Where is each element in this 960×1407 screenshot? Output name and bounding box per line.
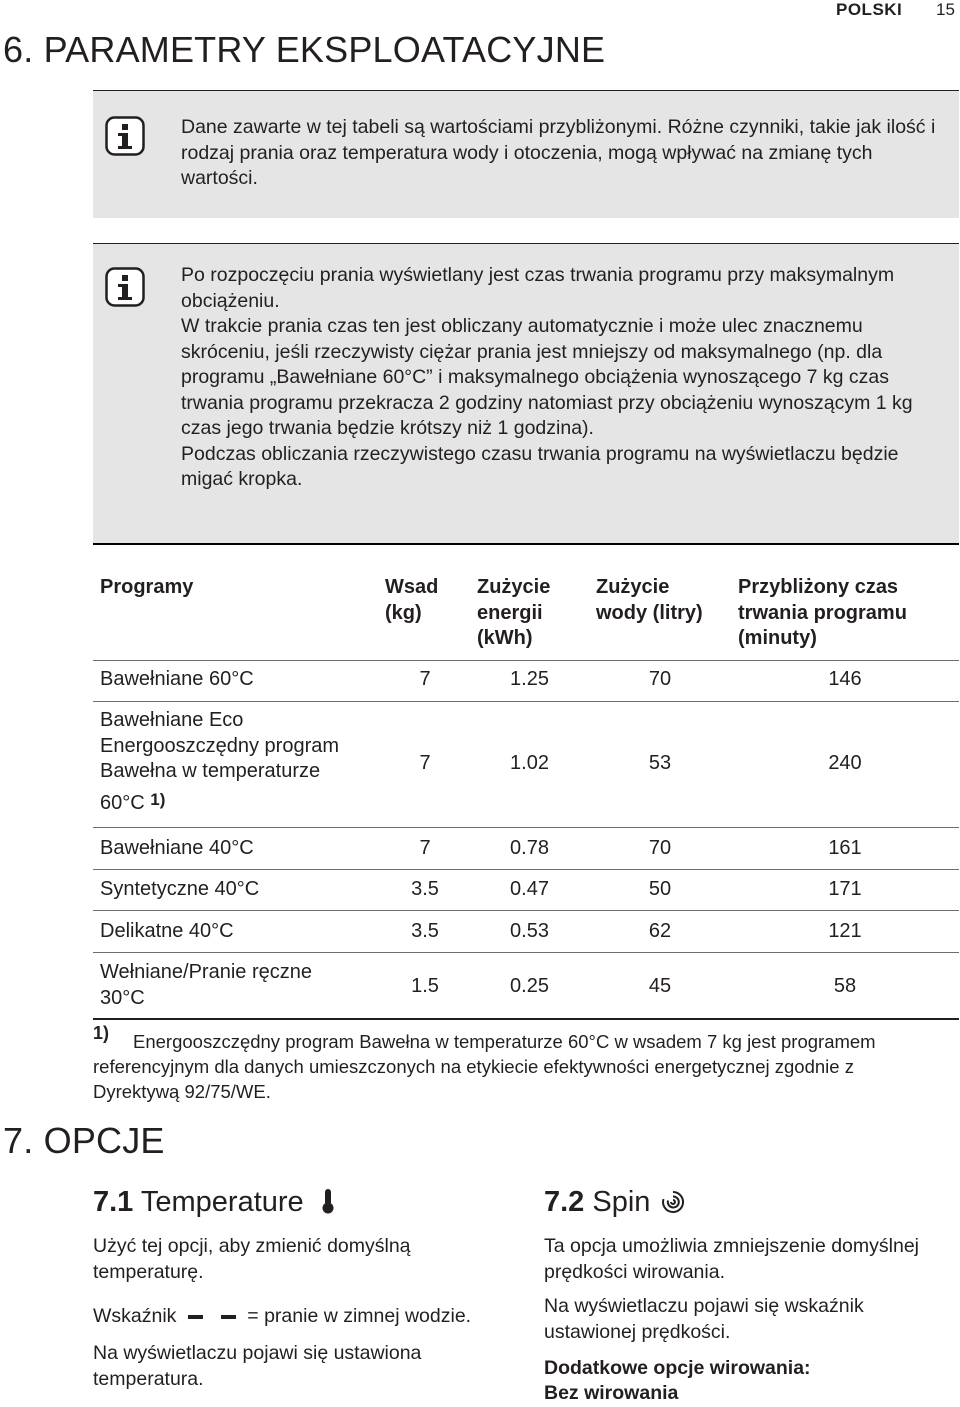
cell-energy: 0.78: [510, 837, 549, 859]
section-6-title: 6. PARAMETRY EKSPLOATACYJNE: [3, 29, 606, 70]
spin-name: Spin: [592, 1186, 651, 1218]
cell-program: Delikatne 40°C: [100, 920, 234, 942]
cell-load: 1.5: [411, 975, 439, 997]
header-water: Zużycie wody (litry): [596, 576, 703, 624]
cell-energy: 0.47: [510, 878, 549, 900]
footnote-mark: 1): [150, 790, 166, 809]
cell-program-line: Energooszczędny program: [100, 735, 340, 757]
spin-no-spin: Bez wirowania: [544, 1382, 679, 1404]
thermometer-icon: [321, 1188, 335, 1214]
info-icon: [105, 116, 145, 156]
note-2-paragraph-1: Po rozpoczęciu prania wyświetlany jest czas trwania programu przy maksymalnym obciążeniu.: [181, 264, 895, 312]
info-note-1: [93, 90, 959, 218]
header-language: POLSKI: [836, 0, 903, 19]
indicator-prefix: Wskaźnik: [93, 1305, 177, 1327]
cell-load: 3.5: [411, 878, 439, 900]
note-1-text: Dane zawarte w tej tabeli są wartościami przybliżonymi. Różne czynniki, takie jak ilość i rodzaj prania oraz temperatura wody i otoczenia, mogą wpływać na zmianę tych wartości.: [181, 116, 936, 189]
temperature-name: Temperature: [140, 1186, 304, 1218]
footnote-marker: 1): [93, 1023, 110, 1043]
row-divider: [93, 952, 959, 953]
cell-water: 53: [648, 752, 672, 774]
cell-program: Bawełniane 40°C: [100, 837, 254, 859]
row-divider: [93, 701, 959, 702]
cell-program-line: Bawełniane Eco: [100, 709, 244, 731]
cell-water: 62: [648, 920, 672, 942]
temperature-display-note: Na wyświetlaczu pojawi się ustawiona temperatura.: [93, 1342, 422, 1390]
cell-water: 70: [648, 837, 672, 859]
table-bottom-rule: [93, 1018, 959, 1020]
cell-time: 146: [828, 668, 862, 690]
cell-energy: 1.25: [510, 668, 549, 690]
cold-water-indicator-icon: [186, 1312, 238, 1322]
temperature-indicator: [93, 1304, 533, 1330]
cell-time: 121: [828, 920, 862, 942]
cell-load: 3.5: [411, 920, 439, 942]
spin-number: 7.2: [544, 1186, 585, 1218]
cell-program: Syntetyczne 40°C: [100, 878, 260, 900]
page-number: 15: [936, 0, 955, 19]
spin-extra-options: Dodatkowe opcje wirowania:: [544, 1357, 811, 1379]
cell-load: 7: [419, 668, 431, 690]
table-top-rule: [93, 543, 959, 545]
cell-program-line-text: 60°C: [100, 792, 145, 814]
spin-display-note: Na wyświetlaczu pojawi się wskaźnik ustawionej prędkości.: [544, 1295, 864, 1343]
section-7-title: 7. OPCJE: [3, 1120, 165, 1161]
cell-water: 70: [648, 668, 672, 690]
row-divider: [93, 827, 959, 828]
row-divider: [93, 869, 959, 870]
note-2-paragraph-2: W trakcie prania czas ten jest obliczany automatycznie i może ulec znacznemu skróceniu, jeśli rzeczywisty ciężar prania jest mniejszy od maksymalnego (np. dla programu „Bawełniane 60°C” i maksymalnego obciążenia wynoszącego 7 kg czas trwania programu przekracza 2 godziny natomiast przy obciążeniu wynoszącym 1 kg czas jego trwania będzie krótszy niż 1 godzina).: [181, 315, 913, 439]
header-energy: Zużycie energii (kWh): [477, 576, 551, 649]
row-divider: [93, 660, 959, 661]
note-2-text: [181, 263, 941, 493]
cell-water: 50: [648, 878, 672, 900]
header-programs: Programy: [100, 576, 194, 598]
cell-energy: 0.53: [510, 920, 549, 942]
cell-time: 171: [828, 878, 862, 900]
note-2-paragraph-3: Podczas obliczania rzeczywistego czasu trwania programu na wyświetlaczu będzie migać kropka.: [181, 442, 899, 490]
cell-time: 240: [828, 752, 862, 774]
cell-load: 7: [419, 752, 431, 774]
cell-time: 161: [828, 837, 862, 859]
cell-program-line: [100, 791, 165, 817]
cell-energy: 1.02: [510, 752, 549, 774]
cell-energy: 0.25: [510, 975, 549, 997]
spin-heading: [544, 1186, 650, 1219]
info-icon: [105, 267, 145, 307]
info-note-2: [93, 243, 959, 543]
spin-description: Ta opcja umożliwia zmniejszenie domyślnej prędkości wirowania.: [544, 1235, 919, 1283]
footnote-text: Energooszczędny program Bawełna w temperaturze 60°C w wsadem 7 kg jest programem referencyjnym dla danych umieszczonych na etykiecie efektywności energetycznej zgodnie z Dyrektywą 92/75/WE.: [93, 1031, 876, 1102]
cell-program-line: Wełniane/Pranie ręczne: [100, 961, 312, 983]
cell-program-line: Bawełna w temperaturze: [100, 760, 321, 782]
cell-time: 58: [833, 975, 857, 997]
temperature-description: Użyć tej opcji, aby zmienić domyślną temperaturę.: [93, 1235, 411, 1283]
cell-load: 7: [419, 837, 431, 859]
indicator-suffix: = pranie w zimnej wodzie.: [247, 1305, 472, 1327]
cell-water: 45: [648, 975, 672, 997]
row-divider: [93, 910, 959, 911]
header-time: Przybliżony czas trwania programu (minuty): [738, 576, 907, 649]
spin-icon: [661, 1190, 685, 1214]
header-load: Wsad (kg): [385, 576, 439, 624]
temperature-number: 7.1: [93, 1186, 134, 1218]
temperature-heading: [93, 1186, 304, 1219]
cell-program-line: 30°C: [100, 987, 145, 1009]
cell-program: Bawełniane 60°C: [100, 668, 254, 690]
